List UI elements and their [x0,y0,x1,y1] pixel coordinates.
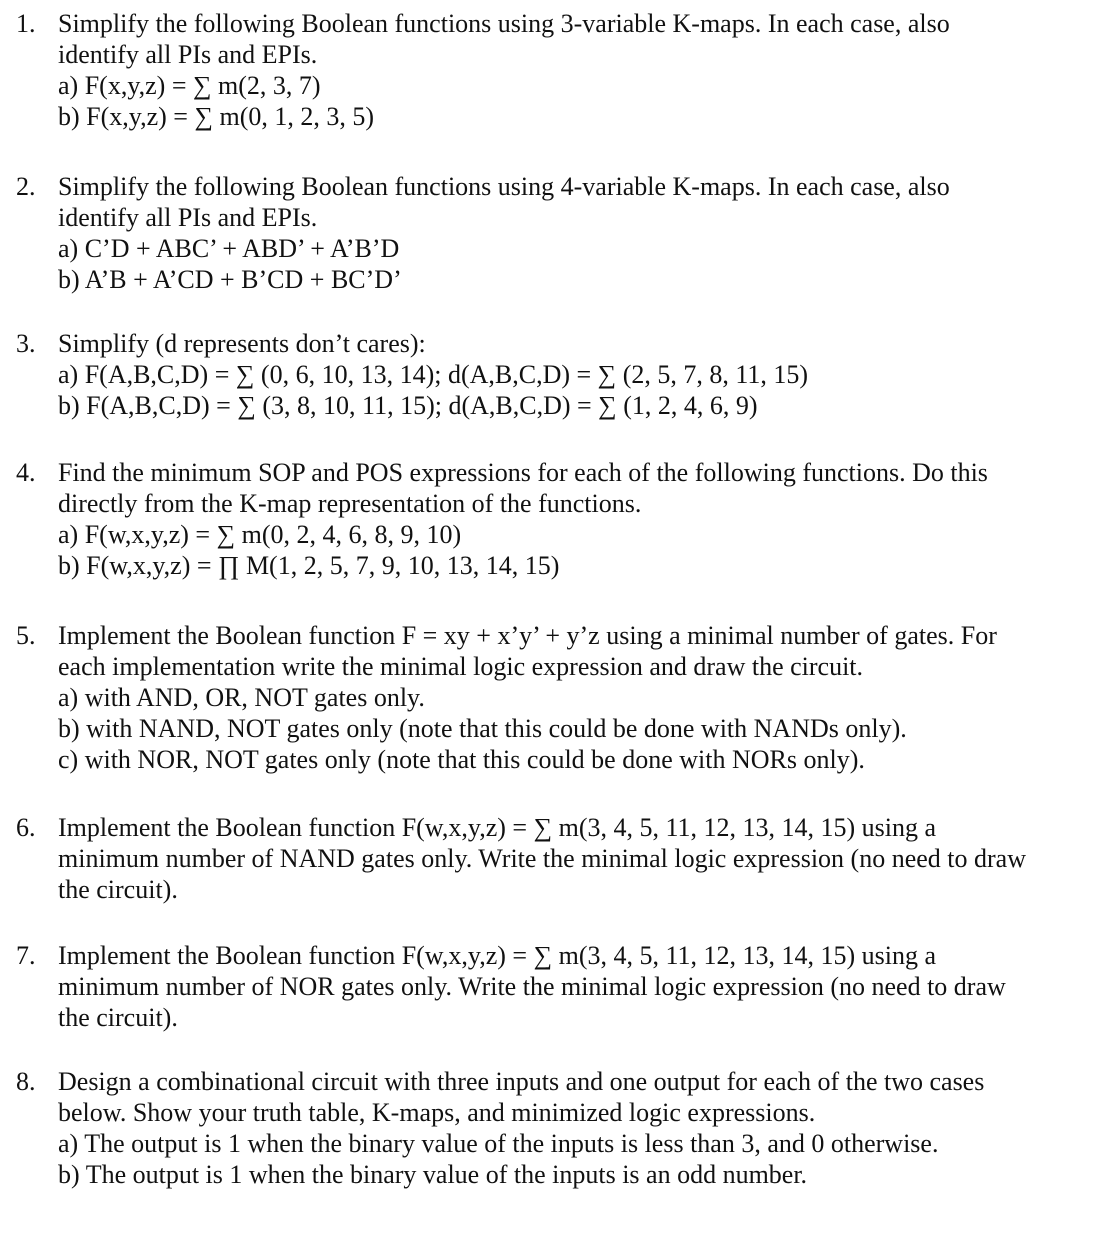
question-number: 1. [16,9,36,38]
question-number: 2. [16,172,36,201]
question-text-line: minimum number of NOR gates only. Write the minimal logic expression (no need to draw [58,972,1006,1001]
question-part-a: a) F(A,B,C,D) = ∑ (0, 6, 10, 13, 14); d(A,B,C,D) = ∑ (2, 5, 7, 8, 11, 15) [58,360,809,389]
question-text-line: Simplify the following Boolean functions using 4-variable K-maps. In each case, also [58,172,950,201]
question-text-line: the circuit). [58,1003,178,1032]
question-part-c: c) with NOR, NOT gates only (note that this could be done with NORs only). [58,745,865,774]
question-part-a: a) C’D + ABC’ + ABD’ + A’B’D [58,234,400,263]
question-text-line: Find the minimum SOP and POS expressions for each of the following functions. Do this [58,458,988,487]
question-text-line: each implementation write the minimal logic expression and draw the circuit. [58,652,864,681]
question-text-line: Simplify (d represents don’t cares): [58,329,426,358]
question-part-a: a) The output is 1 when the binary value of the inputs is less than 3, and 0 otherwise. [58,1129,939,1158]
question-part-b: b) The output is 1 when the binary value of the inputs is an odd number. [58,1160,808,1189]
question-number: 8. [16,1067,36,1096]
question-part-b: b) A’B + A’CD + B’CD + BC’D’ [58,265,402,294]
question-part-a: a) F(w,x,y,z) = ∑ m(0, 2, 4, 6, 8, 9, 10) [58,520,462,549]
question-number: 3. [16,329,36,358]
question-text-line: Simplify the following Boolean functions using 3-variable K-maps. In each case, also [58,9,950,38]
question-part-b: b) F(w,x,y,z) = ∏ M(1, 2, 5, 7, 9, 10, 13, 14, 15) [58,551,560,580]
question-text-line: Implement the Boolean function F(w,x,y,z) = ∑ m(3, 4, 5, 11, 12, 13, 14, 15) using a [58,813,937,842]
question-text-line: Implement the Boolean function F(w,x,y,z) = ∑ m(3, 4, 5, 11, 12, 13, 14, 15) using a [58,941,937,970]
question-text-line: directly from the K-map representation of the functions. [58,489,642,518]
question-text-line: below. Show your truth table, K-maps, and minimized logic expressions. [58,1098,816,1127]
question-number: 6. [16,813,36,842]
question-part-a: a) with AND, OR, NOT gates only. [58,683,425,712]
question-text-line: Design a combinational circuit with three inputs and one output for each of the two cases [58,1067,985,1096]
question-part-b: b) F(x,y,z) = ∑ m(0, 1, 2, 3, 5) [58,102,375,131]
question-part-b: b) F(A,B,C,D) = ∑ (3, 8, 10, 11, 15); d(A,B,C,D) = ∑ (1, 2, 4, 6, 9) [58,391,758,420]
question-text-line: minimum number of NAND gates only. Write the minimal logic expression (no need to draw [58,844,1026,873]
question-text-line: identify all PIs and EPIs. [58,40,318,69]
question-number: 4. [16,458,36,487]
question-number: 7. [16,941,36,970]
question-text-line: Implement the Boolean function F = xy + x’y’ + y’z using a minimal number of gates. For [58,621,997,650]
question-part-b: b) with NAND, NOT gates only (note that this could be done with NANDs only). [58,714,907,743]
question-text-line: identify all PIs and EPIs. [58,203,318,232]
question-number: 5. [16,621,36,650]
question-part-a: a) F(x,y,z) = ∑ m(2, 3, 7) [58,71,321,100]
question-text-line: the circuit). [58,875,178,904]
